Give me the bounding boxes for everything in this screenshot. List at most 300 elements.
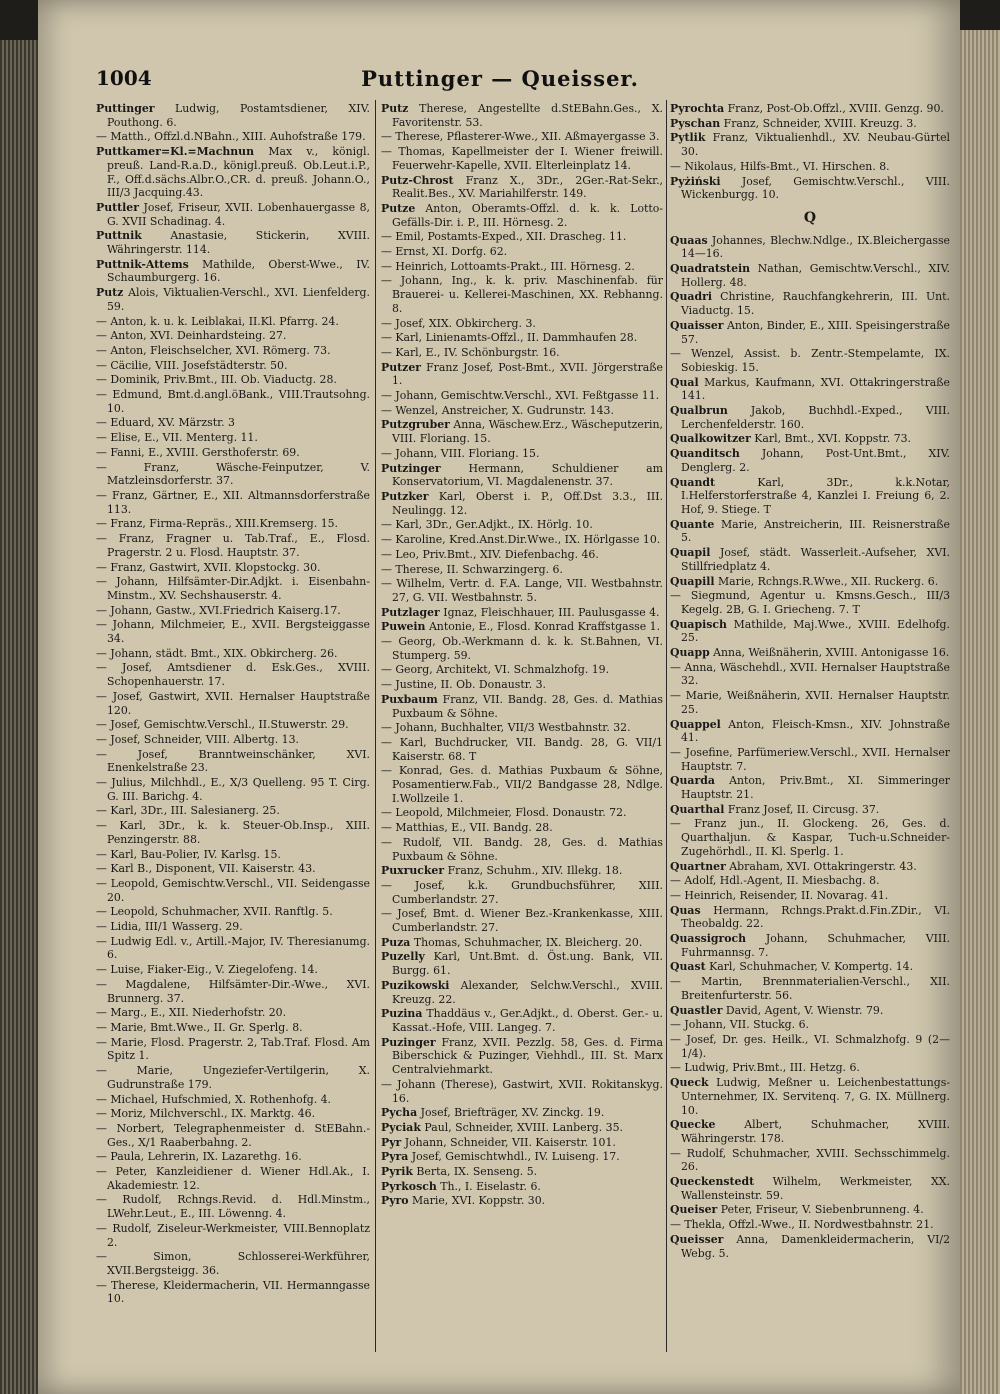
entry-surname: Quapill [670,574,715,588]
entry-details: — Peter, Kanzleidiener d. Wiener Hdl.Ak., I. Akademiestr. 12. [96,1165,370,1192]
entry-surname: Queckenstedt [670,1175,755,1189]
entry-details: — Dominik, Priv.Bmt., III. Ob. Viaductg. 28. [96,373,337,387]
entry-details: Franz, Viktualienhdl., XV. Neubau-Gürtel 30. [681,131,950,159]
entry-details: — Karl, E., IV. Schönburgstr. 16. [381,345,560,359]
entry-details: Karl, Schuhmacher, V. Kompertg. 14. [709,960,914,974]
directory-entry [96,1279,370,1306]
directory-entry [96,604,370,618]
entry-details: Karl, 3Dr., k.k.Notar, I.Helferstorferstraße 4, Kanzlei I. Freiung 6, 2. Hof, 9. Stiege. T [681,475,950,516]
entry-surname: Quarda [670,774,715,788]
entry-details: — Josef, k.k. Grundbuchsführer, XIII. Cumberlandstr. 27. [381,878,663,906]
entry-surname: Quadri [670,290,712,304]
entry-surname: Pyrochta [670,102,725,115]
directory-entry [96,877,370,904]
entry-details: David, Agent, V. Wienstr. 79. [725,1003,884,1017]
entry-details: — Matth., Offzl.d.NBahn., XIII. Auhofstraße 179. [96,130,366,144]
directory-entry [381,1078,663,1105]
directory-entry [381,317,663,331]
directory-entry [96,517,370,531]
entry-surname: Putzer [381,360,421,374]
entry-details: — Adolf, Hdl.-Agent, II. Miesbachg. 8. [670,874,880,888]
entry-surname: Pyr [381,1135,402,1149]
directory-entry [381,606,663,620]
entry-surname: Quastler [670,1003,723,1017]
directory-entry [381,879,663,906]
directory-entry [670,447,950,474]
entry-details: Therese, Angestellte d.StEBahn.Ges., X. Favoritenstr. 53. [392,102,663,129]
directory-entry [381,1036,663,1077]
directory-entry [670,234,950,261]
directory-entry [381,1106,663,1120]
entry-details: — Thomas, Kapellmeister der I. Wiener freiwill. Feuerwehr-Kapelle, XVII. Elterleinplatz 14. [381,145,663,172]
entry-surname: Qualbrun [670,404,728,418]
entry-surname: Queck [670,1076,709,1090]
directory-entry [670,718,950,745]
entry-surname: Quaas [670,233,708,247]
entry-details: — Julius, Milchhdl., E., X/3 Quelleng. 95 T. Cirg. G. III. Barichg. 4. [96,776,370,803]
entry-details: Franz, Schneider, XVIII. Kreuzg. 3. [723,116,917,130]
directory-entry [670,646,950,660]
entry-details: — Eduard, XV. Märzstr. 3 [96,416,235,430]
entry-details: — Moriz, Milchverschl., IX. Marktg. 46. [96,1107,316,1121]
directory-entry [381,1007,663,1034]
entry-surname: Quanditsch [670,447,740,461]
entry-details: Josef, Gemischtwhdl., IV. Luiseng. 17. [411,1150,620,1164]
entry-details: — Georg, Architekt, VI. Schmalzhofg. 19. [381,663,610,677]
entry-details: — Matthias, E., VII. Bandg. 28. [381,821,553,835]
entry-details: — Martin, Brennmaterialien-Verschl., XII. Breitenfurterstr. 56. [670,975,950,1002]
directory-entry [96,359,370,373]
directory-entry [670,618,950,645]
entry-details: — Anton, XVI. Deinhardsteing. 27. [96,329,287,343]
entry-surname: Quassigroch [670,932,747,946]
entry-details: Anna, Wäschew.Erz., Wäscheputzerin, VIII. Floriang. 15. [392,418,663,446]
entry-details: — Lidia, III/1 Wasserg. 29. [96,920,243,934]
entry-details: — Rudolf, Schuhmacher, XVIII. Sechsschimmelg. 26. [670,1146,950,1174]
entry-details: — Karl, Bau-Polier, IV. Karlsg. 15. [96,847,281,861]
entry-surname: Puttler [96,200,139,214]
directory-entry [381,174,663,201]
entry-surname: Quadratstein [670,262,751,276]
directory-entry [381,331,663,345]
entry-details: Johannes, Blechw.Ndlge., IX.Bleichergasse 14—16. [681,233,950,261]
entry-details: — Karl, Buchdrucker, VII. Bandg. 28, G. VII/1 Kaiserstr. 68. T [381,735,663,763]
entry-details: Karl, Oberst i. P., Off.Dst 3.3., III. Neulingg. 12. [392,489,663,517]
directory-entry [381,274,663,315]
entry-details: — Johann, Buchhalter, VII/3 Westbahnstr. 32. [381,721,631,735]
directory-entry [96,145,370,200]
entry-details: — Luise, Fiaker-Eig., V. Ziegelofeng. 14. [96,963,318,977]
directory-entry [670,347,950,374]
entry-surname: Quappel [670,717,721,731]
column-3 [670,102,950,1352]
entry-surname: Pyrik [381,1165,413,1179]
entry-surname: Puxbaum [381,692,438,706]
directory-entry [96,102,370,129]
directory-entry [670,575,950,589]
entry-details: — Anton, k. u. k. Leiblakai, II.Kl. Pfarrg. 24. [96,314,339,328]
entry-details: — Karl B., Disponent, VII. Kaiserstr. 43. [96,862,316,876]
entry-details: Alois, Viktualien-Verschl., XVI. Lienfelderg. 59. [107,286,370,313]
column-divider [375,100,376,1352]
entry-details: Thomas, Schuhmacher, IX. Bleicherg. 20. [413,935,643,949]
entry-details: Hermann, Rchngs.Prakt.d.Fin.ZDir., VI. Theobaldg. 22. [681,903,950,931]
entry-surname: Puzikowski [381,978,450,992]
entry-details: Alexander, Selchw.Verschl., XVIII. Kreuzg. 22. [392,978,663,1006]
entry-details: — Michael, Hufschmied, X. Rothenhofg. 4. [96,1092,332,1106]
entry-details: — Josef, Branntweinschänker, XVI. Enenkelstraße 23. [96,747,370,775]
directory-entry [381,1165,663,1179]
directory-entry [381,635,663,662]
directory-entry [96,718,370,732]
entry-details: — Marg., E., XII. Niederhofstr. 20. [96,1006,287,1020]
directory-entry [96,431,370,445]
directory-entry [96,661,370,688]
directory-entry [96,920,370,934]
directory-entry [96,776,370,803]
directory-entry [381,1136,663,1150]
entry-details: — Nikolaus, Hilfs-Bmt., VI. Hirschen. 8. [670,159,890,173]
directory-entry [96,804,370,818]
entry-surname: Quaisser [670,318,724,332]
entry-surname: Pycha [381,1106,418,1120]
directory-entry [670,546,950,573]
entry-details: Karl, Unt.Bmt. d. Öst.ung. Bank, VII. Burgg. 61. [392,950,663,978]
entry-details: — Konrad, Ges. d. Mathias Puxbaum & Söhne, Posamentierw.Fab., VII/2 Bandgasse 28, Ndlge. I.Wollzeile 1. [381,764,663,805]
entry-details: — Leopold, Schuhmacher, XVII. Ranftlg. 5. [96,905,333,919]
entry-details: Abraham, XVI. Ottakringerstr. 43. [729,859,917,873]
entry-surname: Puttkamer=Kl.=Machnun [96,145,255,159]
entry-details: — Edmund, Bmt.d.angl.öBank., VIII.Trautsohng. 10. [96,388,370,415]
entry-surname: Quast [670,960,706,974]
directory-entry [96,315,370,329]
directory-entry [670,1218,950,1232]
directory-entry [381,1180,663,1194]
directory-entry [381,245,663,259]
entry-details: Hermann, Schuldiener am Konservatorium, VI. Magdalenenstr. 37. [392,461,663,489]
directory-entry [670,1118,950,1145]
entry-surname: Puttnik-Attems [96,257,189,271]
directory-entry [96,258,370,285]
entry-details: — Johann, VII. Stuckg. 6. [670,1018,809,1032]
entry-surname: Putzgruber [381,418,450,432]
directory-entry [381,418,663,445]
entry-surname: Pyschan [670,116,721,130]
directory-entry [96,862,370,876]
directory-entry [381,1194,663,1208]
directory-entry [96,373,370,387]
directory-entry [670,290,950,317]
directory-entry [381,836,663,863]
entry-details: — Therese, II. Schwarzingerg. 6. [381,562,563,576]
entry-details: — Josef, Amtsdiener d. Esk.Ges., XVIII. Schopenhauerstr. 17. [96,661,370,689]
entry-surname: Queiser [670,1203,718,1217]
entry-surname: Puttnik [96,229,142,243]
entry-surname: Puttinger [96,102,155,115]
directory-entry [670,860,950,874]
directory-entry [670,689,950,716]
directory-entry [670,404,950,431]
entry-surname: Quarthal [670,802,725,816]
directory-entry [381,764,663,805]
entry-surname: Pyrkosch [381,1179,437,1193]
directory-entry [96,532,370,559]
directory-entry [670,117,950,131]
entry-surname: Putz [96,286,124,300]
entry-details: Jakob, Buchhdl.-Exped., VIII. Lerchenfelderstr. 160. [681,404,950,431]
entry-details: Josef, städt. Wasserleit.-Aufseher, XVI. Stillfriedplatz 4. [681,546,950,573]
directory-entry [381,620,663,634]
entry-surname: Putz [381,102,409,115]
entry-surname: Puwein [381,620,426,634]
directory-entry [381,1150,663,1164]
directory-entry [670,661,950,688]
directory-entry [670,1203,950,1217]
directory-entry [96,388,370,415]
entry-details: Marie, Rchngs.R.Wwe., XII. Ruckerg. 6. [717,574,939,588]
entry-details: — Cäcilie, VIII. Josefstädterstr. 50. [96,358,288,372]
entry-details: — Marie, Weißnäherin, XVII. Hernalser Hauptstr. 25. [670,689,950,716]
entry-surname: Putze [381,201,416,215]
entry-details: Mathilde, Maj.Wwe., XVIII. Edelhofg. 25. [681,617,950,645]
directory-entry [381,563,663,577]
entry-details: — Leopold, Milchmeier, Flosd. Donaustr. 72. [381,806,627,820]
entry-details: — Josef, Schneider, VIII. Albertg. 13. [96,732,299,746]
entry-surname: Puzina [381,1007,423,1021]
entry-details: Markus, Kaufmann, XVI. Ottakringerstraße 141. [681,375,950,403]
directory-entry [96,1193,370,1220]
directory-entry [381,462,663,489]
entry-surname: Quartner [670,859,726,873]
entry-details: Nathan, Gemischtw.Verschl., XIV. Hollerg. 48. [681,262,950,289]
section-letter: Q [803,209,817,226]
entry-surname: Queisser [670,1232,724,1246]
directory-entry [96,416,370,430]
entry-details: — Karl, 3Dr., k. k. Steuer-Ob.Insp., XIII. Penzingerstr. 88. [96,819,370,846]
entry-details: Josef, Gemischtw.Verschl., VIII. Wickenburgg. 10. [681,174,950,202]
entry-surname: Qual [670,375,699,389]
directory-entry [96,1093,370,1107]
entry-details: — Johann, Hilfsämter-Dir.Adjkt. i. Eisenbahn-Minstm., XV. Sechshauserstr. 4. [96,575,370,602]
entry-surname: Quapp [670,646,710,660]
directory-entry [381,721,663,735]
directory-entry [381,230,663,244]
directory-entry [381,404,663,418]
entry-surname: Qualkowitzer [670,432,751,446]
directory-entry [96,1036,370,1063]
directory-entry [96,647,370,661]
entry-surname: Quandt [670,475,716,489]
directory-entry [96,1006,370,1020]
directory-entry [670,1076,950,1117]
directory-entry [96,1122,370,1149]
column-1 [96,102,370,1352]
directory-entry [670,102,950,116]
entry-details: — Therese, Kleidermacherin, VII. Hermanngasse 10. [96,1278,370,1306]
entry-details: — Johann, Gastw., XVI.Friedrich Kaiserg.17. [96,603,341,617]
entry-details: Anton, Binder, E., XIII. Speisingerstraße 57. [681,318,950,346]
directory-entry [670,746,950,773]
entry-details: Josef, Friseur, XVII. Lobenhauergasse 8, G. XVII Schadinag. 4. [107,200,370,228]
entry-details: — Heinrich, Reisender, II. Novarag. 41. [670,888,889,902]
directory-entry [96,905,370,919]
page-header [60,66,940,94]
entry-details: — Josef, Bmt. d. Wiener Bez.-Krankenkasse, XIII. Cumberlandstr. 27. [381,907,663,935]
directory-entry [96,329,370,343]
entry-surname: Quante [670,517,715,531]
directory-entry [381,936,663,950]
directory-entry [96,1165,370,1192]
entry-details: Wilhelm, Werkmeister, XX. Wallensteinstr. 59. [681,1175,950,1202]
directory-entry [96,978,370,1005]
directory-entry [96,733,370,747]
entry-details: Anton, Priv.Bmt., XI. Simmeringer Hauptstr. 21. [681,774,950,802]
entry-details: — Elise, E., VII. Menterg. 11. [96,431,258,445]
directory-entry [670,817,950,858]
entry-details: — Georg, Ob.-Werkmann d. k. k. St.Bahnen, VI. Stumperg. 59. [381,635,663,662]
entry-details: — Johann, städt. Bmt., XIX. Obkircherg. 26. [96,646,338,660]
entry-details: — Johann, Gemischtw.Verschl., XVI. Feßtgasse 11. [381,389,660,403]
entry-surname: Pytlik [670,131,706,145]
entry-surname: Pyro [381,1194,409,1208]
entry-surname: Puxrucker [381,864,445,878]
entry-details: — Simon, Schlosserei-Werkführer, XVII.Bergsteigg. 36. [96,1250,370,1277]
directory-entry [381,361,663,388]
directory-entry [381,663,663,677]
entry-details: — Ludwig, Priv.Bmt., III. Hetzg. 6. [670,1061,860,1075]
directory-entry [381,260,663,274]
entry-details: Johann, Schneider, VII. Kaiserstr. 101. [404,1135,616,1149]
directory-entry [670,874,950,888]
entry-details: Ludwig, Postamtsdiener, XIV. Pouthong. 6. [107,102,370,129]
directory-entry [670,889,950,903]
directory-entry [670,975,950,1002]
directory-entry [96,618,370,645]
directory-entry [96,1250,370,1277]
directory-entry [96,748,370,775]
directory-entry [381,533,663,547]
entry-details: — Johann, Milchmeier, E., XVII. Bergsteiggasse 34. [96,618,370,646]
entry-details: Anna, Damenkleidermacherin, VI/2 Webg. 5. [681,1232,950,1260]
column-2 [381,102,663,1352]
entry-surname: Pyra [381,1150,409,1164]
entry-details: — Josef, Gemischtw.Verschl., II.Stuwerstr. 29. [96,718,349,732]
entry-details: — Fanni, E., XVIII. Gersthoferstr. 69. [96,445,300,459]
directory-entry [670,1147,950,1174]
entry-details: — Justine, II. Ob. Donaustr. 3. [381,678,547,692]
entry-details: — Rudolf, Ziseleur-Werkmeister, VIII.Bennoplatz 2. [96,1221,370,1249]
entry-details: Anton, Fleisch-Kmsn., XIV. Johnstraße 41. [681,717,950,745]
entry-details: — Franz, Fragner u. Tab.Traf., E., Flosd. Pragerstr. 2 u. Flosd. Hauptstr. 37. [96,532,370,559]
entry-surname: Quecke [670,1118,716,1132]
entry-surname: Puzelly [381,950,425,964]
directory-entry [381,130,663,144]
entry-details: Marie, Anstreicherin, III. Reisnerstraße 5. [681,517,950,545]
directory-entry [381,864,663,878]
entry-details: — Wilhelm, Vertr. d. F.A. Lange, VII. Westbahnstr. 27, G. VII. Westbahnstr. 5. [381,577,663,604]
entry-details: Franz, XVII. Pezzlg. 58, Ges. d. Firma Biberschick & Puzinger, Viehhdl., III. St. Marx Centralviehmarkt. [392,1035,663,1077]
entry-details: — Wenzel, Anstreicher, X. Gudrunstr. 143. [381,403,614,417]
directory-entry [670,774,950,801]
book-gutter [0,40,38,1394]
entry-details: Franz, Schuhm., XIV. Illekg. 18. [447,864,623,878]
entry-details: Antonie, E., Flosd. Konrad Kraffstgasse 1. [428,620,661,634]
entry-details: Albert, Schuhmacher, XVIII. Währingerstr. 178. [681,1118,950,1145]
entry-details: — Emil, Postamts-Exped., XII. Drascheg. 11. [381,230,627,244]
entry-details: — Ernst, XI. Dorfg. 62. [381,245,508,259]
entry-surname: Quapisch [670,617,727,631]
entry-details: — Franz jun., II. Glockeng. 26, Ges. d. Quarthaljun. & Kaspar, Tuch-u.Schneider-Zugehörhdl., II. Kl. Sperlg. 1. [670,817,950,858]
directory-entry [96,1107,370,1121]
entry-details: Anton, Oberamts-Offzl. d. k. k. Lotto-Gefälls-Dir. i. P., III. Hörnesg. 2. [392,201,663,229]
entry-details: — Rudolf, VII. Bandg. 28, Ges. d. Mathias Puxbaum & Söhne. [381,835,663,863]
entry-details: — Karl, 3Dr., Ger.Adjkt., IX. Hörlg. 10. [381,518,593,532]
directory-entry [96,201,370,228]
directory-entry [381,389,663,403]
entry-details: Karl, Bmt., XVI. Koppstr. 73. [754,432,912,446]
entry-details: Franz Josef, II. Circusg. 37. [727,802,880,816]
entry-details: — Josef, Gastwirt, XVII. Hernalser Hauptstraße 120. [96,689,370,717]
entry-details: Christine, Rauchfangkehrerin, III. Unt. Viaductg. 15. [681,290,950,318]
directory-entry [381,821,663,835]
entry-details: Berta, IX. Senseng. 5. [416,1165,538,1179]
entry-details: — Leo, Priv.Bmt., XIV. Diefenbachg. 46. [381,547,599,561]
directory-entry [96,1021,370,1035]
directory-entry [670,175,950,202]
entry-details: — Ludwig Edl. v., Artill.-Major, IV. Theresianumg. 6. [96,934,370,962]
directory-entry [670,1233,950,1260]
entry-details: Marie, XVI. Koppstr. 30. [412,1194,546,1208]
entry-details: — Norbert, Telegraphenmeister d. StEBahn.-Ges., X/1 Raaberbahng. 2. [96,1121,370,1149]
directory-entry [381,346,663,360]
directory-entry [670,160,950,174]
directory-entry [96,561,370,575]
entry-surname: Putzlager [381,605,440,619]
entry-details: — Franz, Wäsche-Feinputzer, V. Matzleinsdorferstr. 37. [96,460,370,488]
entry-details: — Josef, Dr. ges. Heilk., VI. Schmalzhofg. 9 (2—1/4). [670,1033,950,1060]
entry-details: — Therese, Pflasterer-Wwe., XII. Aßmayergasse 3. [381,130,660,144]
entry-details: Max v., königl. preuß. Land-R.a.D., königl.preuß. Ob.Leut.i.P., F., Off.d.sächs.Albr.O.,CR. d. preuß. Johann.O., III/3 Jacquing.43. [107,145,370,200]
entry-details: Josef, Briefträger, XV. Zinckg. 19. [420,1106,605,1120]
entry-details: Johann, Post-Unt.Bmt., XIV. Denglerg. 2. [681,447,950,474]
directory-entry [96,935,370,962]
entry-details: Franz, VII. Bandg. 28, Ges. d. Mathias Puxbaum & Söhne. [392,692,663,720]
directory-entry [381,145,663,172]
page-number: 1004 [96,66,152,90]
directory-entry [670,131,950,158]
entry-surname: Quapil [670,546,711,560]
directory-entry [96,575,370,602]
directory-entry [96,963,370,977]
entry-details: Johann, Schuhmacher, VIII. Fuhrmannsg. 7. [681,932,950,959]
entry-details: — Josef, XIX. Obkircherg. 3. [381,316,536,330]
entry-details: — Rudolf, Rchngs.Revid. d. Hdl.Minstm., LWehr.Leut., E., III. Löwenng. 4. [96,1193,370,1221]
entry-details: Peter, Friseur, V. Siebenbrunneng. 4. [720,1203,924,1217]
column-divider [666,100,667,1352]
directory-entry [96,1222,370,1249]
entry-details: — Karl, 3Dr., III. Salesianerg. 25. [96,804,280,818]
directory-entry [381,202,663,229]
entry-details: — Marie, Flosd. Pragerstr. 2, Tab.Traf. Flosd. Am Spitz 1. [96,1035,370,1063]
entry-details: — Anna, Wäschehdl., XVII. Hernalser Hauptstraße 32. [670,660,950,688]
entry-surname: Putzker [381,489,429,503]
entry-details: — Leopold, Gemischtw.Verschl., VII. Seidengasse 20. [96,876,370,904]
entry-details: — Thekla, Offzl.-Wwe., II. Nordwestbahnstr. 21. [670,1218,934,1232]
directory-entry [96,130,370,144]
entry-surname: Puza [381,935,411,949]
entry-surname: Putzinger [381,461,441,475]
directory-entry [381,447,663,461]
